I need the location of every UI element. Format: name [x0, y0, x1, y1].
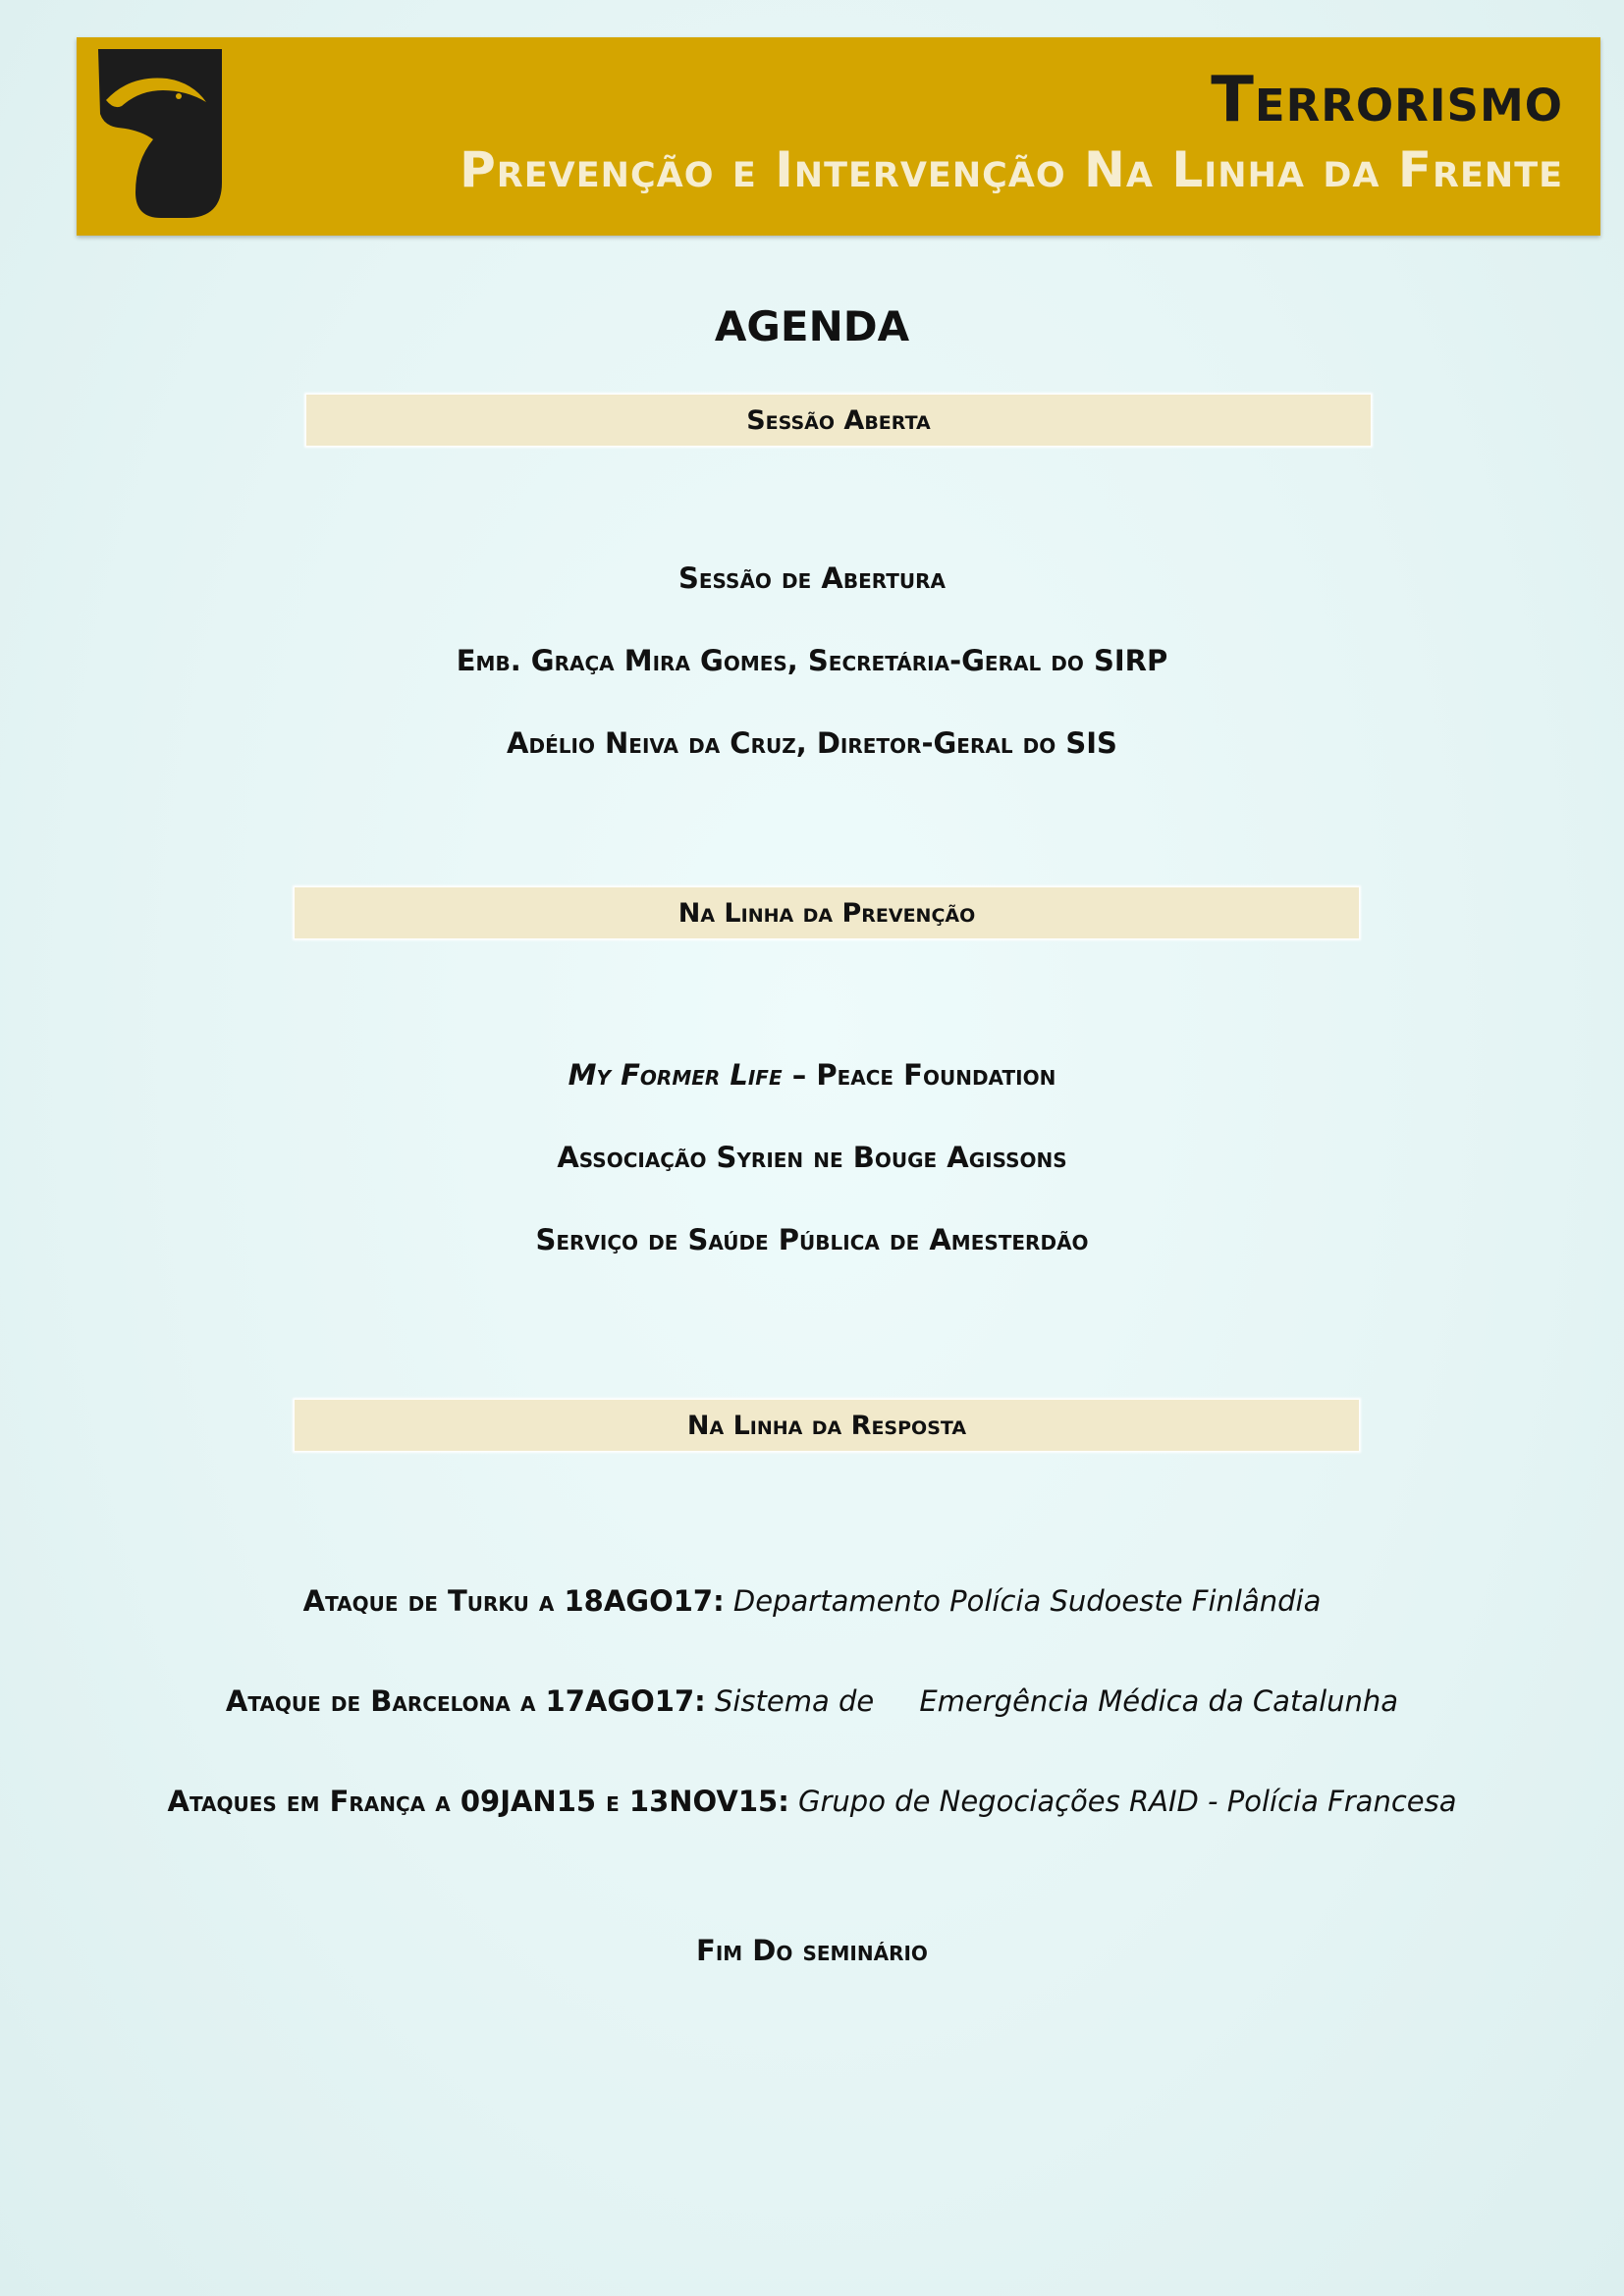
section-title: Sessão Aberta — [746, 404, 931, 436]
item-detail: Grupo de Negociações RAID - Polícia Francesa — [798, 1785, 1457, 1818]
page-title: Terrorismo — [1211, 64, 1563, 136]
agenda-heading: AGENDA — [714, 302, 910, 350]
item-text: – Peace Foundation — [782, 1058, 1056, 1092]
list-item — [0, 1684, 1624, 1718]
list-item: Emb. Graça Mira Gomes, Secretária-Geral do SIRP — [456, 644, 1168, 677]
item-label: Ataque de Barcelona a 17AGO17: — [225, 1684, 706, 1718]
item-label: Ataques em França a 09JAN15 e 13NOV15: — [167, 1785, 789, 1818]
list-item — [0, 1785, 1624, 1818]
list-item: Adélio Neiva da Cruz, Diretor-Geral do SIS — [507, 726, 1117, 760]
section-header-prevencao — [295, 887, 1359, 938]
section-header-sessao-aberta — [306, 395, 1371, 446]
section-title: Na Linha da Resposta — [686, 1410, 967, 1441]
item-label: Ataque de Turku a 18AGO17: — [302, 1584, 725, 1618]
section-title: Na Linha da Prevenção — [677, 897, 976, 929]
list-item: Sessão de Abertura — [677, 561, 946, 595]
list-item — [0, 1058, 1624, 1092]
eagle-head-logo-icon — [96, 45, 224, 222]
page-subtitle: Prevenção e Intervenção Na Linha da Frente — [460, 141, 1563, 198]
list-item — [0, 1584, 1624, 1618]
header-banner — [77, 37, 1600, 236]
closing-line: Fim Do seminário — [696, 1934, 928, 1967]
item-detail: Departamento Polícia Sudoeste Finlândia — [732, 1584, 1322, 1618]
section-header-resposta — [295, 1400, 1359, 1451]
list-item: Serviço de Saúde Pública de Amesterdão — [535, 1223, 1089, 1256]
list-item: Associação Syrien ne Bouge Agissons — [557, 1141, 1067, 1174]
item-italic-title: My Former Life — [568, 1058, 783, 1092]
item-detail: Sistema de Emergência Médica da Catalunha — [714, 1684, 1399, 1718]
